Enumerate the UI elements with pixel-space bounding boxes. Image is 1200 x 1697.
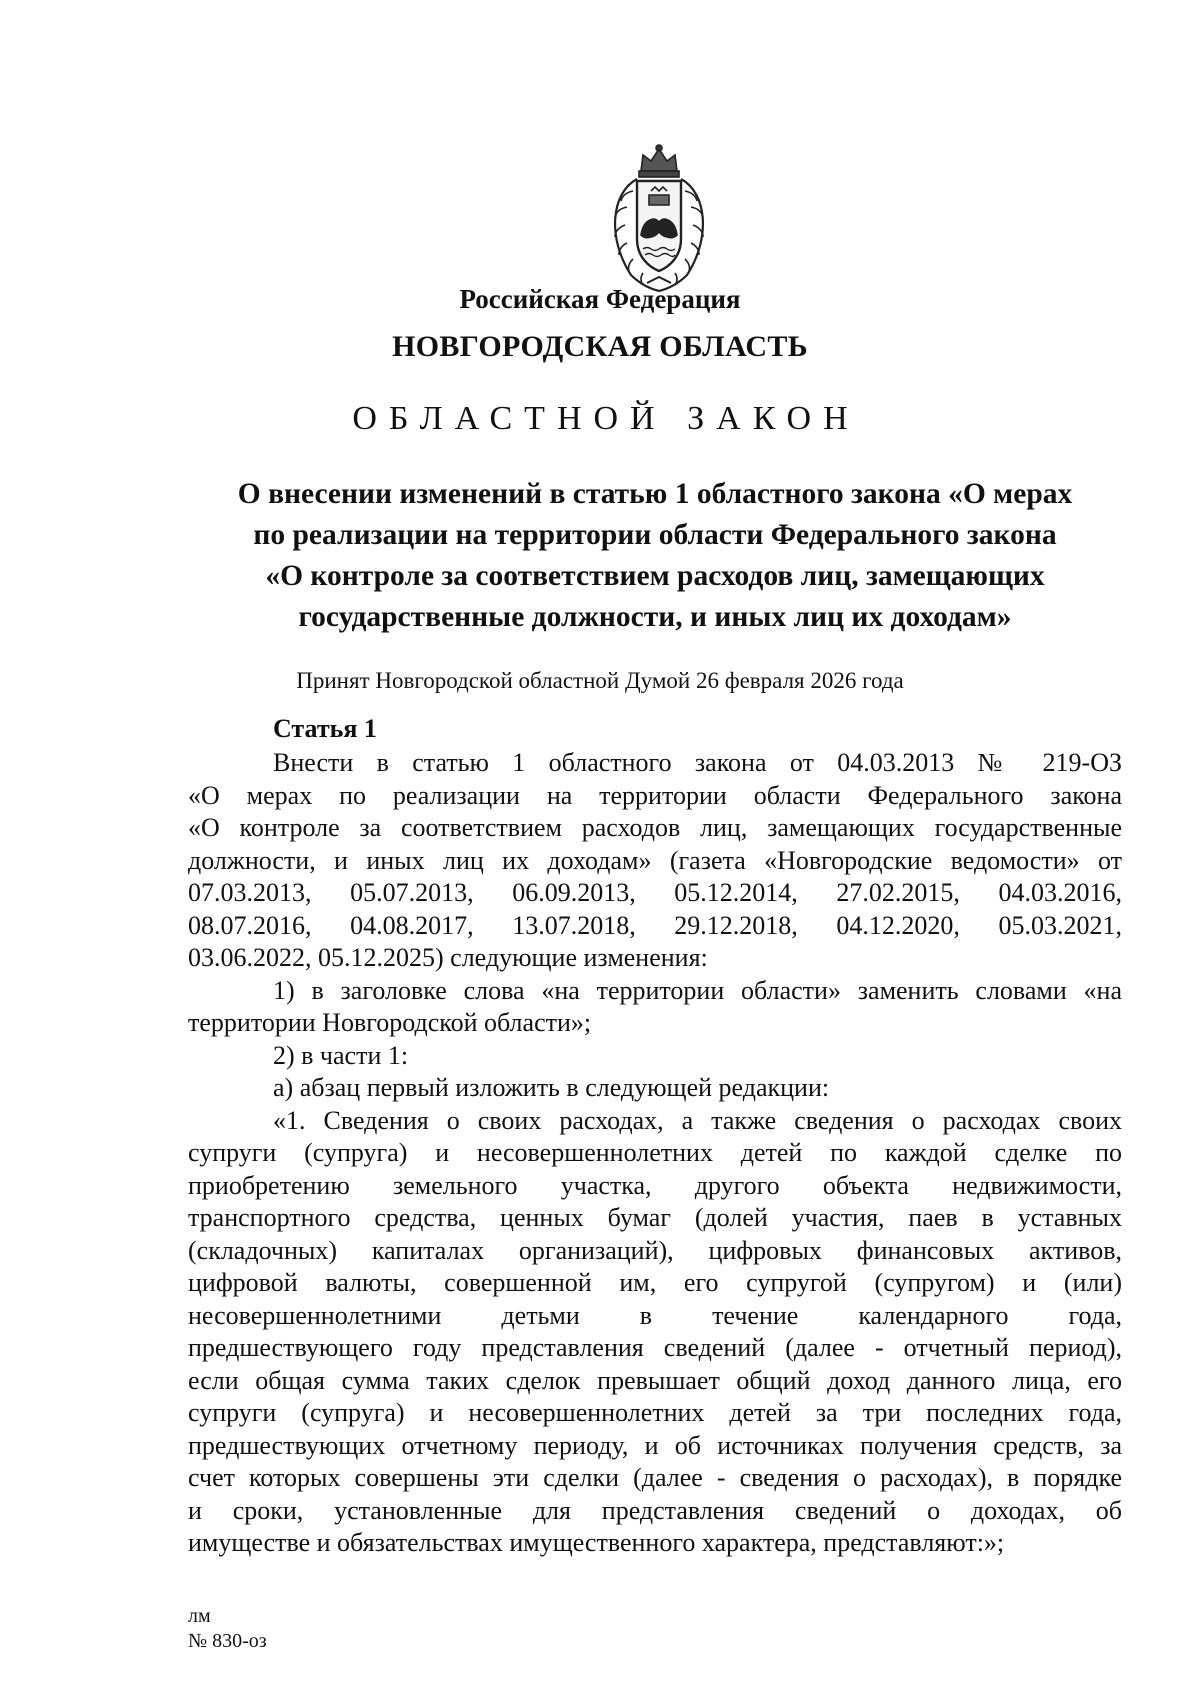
country-name: Российская Федерация [459,284,741,314]
law-title-line: государственные должности, и иных лиц их доходам» [298,601,1012,633]
article-line: приобретению земельного участка, другого объекта недвижимости, [188,1170,1122,1200]
article-line: предшествующего году представления сведений (далее - отчетный период), [188,1333,1122,1362]
article-heading: Статья 1 [273,714,377,743]
article-line: 03.06.2022, 05.12.2025) следующие изменения: [188,943,708,972]
article-line: 1) в заголовке слова «на территории области» заменить словами «на [273,975,1122,1005]
law-title-line: О внесении изменений в статью 1 областного закона «О мерах [237,478,1073,510]
article-body [188,747,1122,1560]
article-line: транспортного средства, ценных бумаг (долей участия, паев в уставных [188,1203,1122,1232]
article-line: предшествующих отчетному периоду, и об источниках получения средств, за [188,1430,1122,1460]
article-line: должности, и иных лиц их доходам» (газета «Новгородские ведомости» от [188,845,1122,875]
article-line: 08.07.2016, 04.08.2017, 13.07.2018, 29.12.2018, 04.12.2020, 05.03.2021, [188,910,1122,940]
document-footer [188,1604,267,1654]
law-title [190,474,1120,638]
article-line: «1. Сведения о своих расходах, а также сведения о расходах своих [273,1105,1122,1135]
article-line: территории Новгородской области»; [188,1008,592,1037]
region-name: НОВГОРОДСКАЯ ОБЛАСТЬ [392,330,808,363]
article-line: и сроки, установленные для представления сведений о доходах, об [188,1495,1122,1525]
article-line: супруги (супруга) и несовершеннолетних детей по каждой сделке по [188,1138,1122,1167]
article-line: супруги (супруга) и несовершеннолетних детей за три последних года, [188,1398,1122,1427]
article-line: несовершеннолетними детьми в течение календарного года, [188,1300,1122,1330]
article-line: имуществе и обязательствах имущественного характера, представляют:»; [188,1528,1005,1557]
document-type: ОБЛАСТНОЙ ЗАКОН [352,400,860,437]
article-line: «О контроле за соответствием расходов лиц, замещающих государственные [188,813,1122,842]
article-line: «О мерах по реализации на территории области Федерального закона [188,780,1122,810]
article-line: цифровой валюты, совершенной им, его супругой (супругом) и (или) [188,1268,1122,1297]
law-number: № 830-оз [188,1630,267,1652]
article-line: 07.03.2013, 05.07.2013, 06.09.2013, 05.12.2014, 27.02.2015, 04.03.2016, [188,878,1122,907]
law-title-line: «О контроле за соответствием расходов лиц, замещающих [265,560,1045,592]
article-line: а) абзац первый изложить в следующей редакции: [273,1073,830,1102]
article-line: счет которых совершены эти сделки (далее - сведения о расходах), в порядке [188,1463,1122,1492]
article-line: 2) в части 1: [273,1040,409,1070]
adoption-note: Принят Новгородской областной Думой 26 февраля 2026 года [296,668,904,693]
author-initials: лм [188,1605,211,1627]
law-title-line: по реализации на территории области Федерального закона [253,519,1057,551]
article-line: (складочных) капиталах организаций), цифровых финансовых активов, [188,1235,1122,1265]
coat-of-arms-emblem [597,143,721,295]
article-line: если общая сумма таких сделок превышает общий доход данного лица, его [188,1365,1122,1395]
article-line: Внести в статью 1 областного закона от 04.03.2013 № 219-ОЗ [273,748,1122,777]
